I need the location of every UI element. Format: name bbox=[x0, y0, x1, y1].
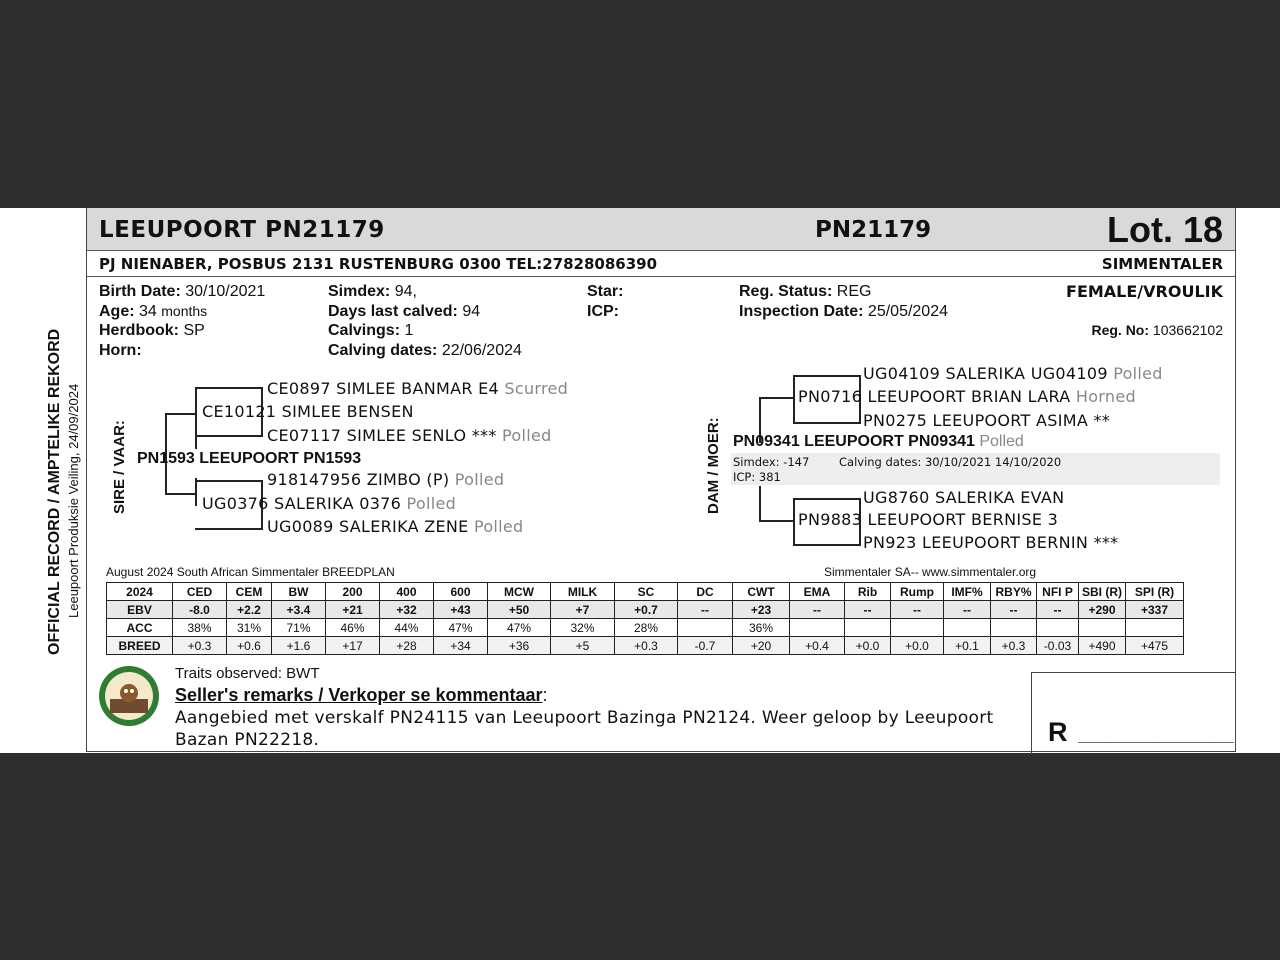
breed-cell: +0.6 bbox=[227, 637, 272, 655]
ebv-cell: +43 bbox=[434, 601, 488, 619]
animal-id: PN21179 bbox=[815, 217, 932, 243]
headers-cell: BW bbox=[272, 583, 326, 601]
dam-details bbox=[731, 453, 1220, 485]
owner-bar bbox=[87, 251, 1235, 277]
ebv-cell: -- bbox=[944, 601, 991, 619]
sss-horn: Scurred bbox=[504, 379, 569, 398]
headers-cell: CED bbox=[173, 583, 227, 601]
ebv-header-row bbox=[107, 583, 1184, 601]
remarks-line-1: Aangebied met verskalf PN24115 van Leeupoort Bazinga PN2124. Weer geloop by Leeupoort bbox=[175, 708, 994, 728]
ebv-cell: +290 bbox=[1079, 601, 1126, 619]
horn-label: Horn: bbox=[99, 341, 142, 359]
herdbook-label: Herdbook: bbox=[99, 322, 179, 339]
herdbook: SP bbox=[183, 322, 205, 339]
sdd-horn: Polled bbox=[473, 517, 524, 536]
acc-cell: 46% bbox=[326, 619, 380, 637]
info-col-2 bbox=[328, 282, 522, 360]
official-record-label: OFFICIAL RECORD / AMPTELIKE REKORD bbox=[46, 328, 63, 655]
ds-horn: Horned bbox=[1075, 387, 1136, 406]
sire-dam-sire bbox=[267, 470, 504, 489]
headers-cell: IMF% bbox=[944, 583, 991, 601]
dam-simdex: Simdex: -147 bbox=[733, 455, 810, 469]
lot-card bbox=[86, 208, 1236, 752]
breedplan-table bbox=[106, 582, 1184, 655]
acc-cell: ACC bbox=[107, 619, 173, 637]
dam-label: DAM / MOER: bbox=[705, 417, 722, 514]
dam-calving: Calving dates: 30/10/2021 14/10/2020 bbox=[839, 455, 1062, 469]
remarks-title-row: Seller's remarks / Verkoper se kommentaar: bbox=[175, 685, 548, 705]
owner: PJ NIENABER, POSBUS 2131 RUSTENBURG 0300 TEL:27828086390 bbox=[99, 255, 658, 273]
birth-date: 30/10/2021 bbox=[185, 283, 266, 300]
breed-cell: +28 bbox=[380, 637, 434, 655]
dss-name: UG04109 SALERIKA UG04109 bbox=[863, 364, 1108, 383]
ebv-cell: +3.4 bbox=[272, 601, 326, 619]
ebv-cell: +0.7 bbox=[615, 601, 678, 619]
calvings: 1 bbox=[404, 322, 414, 339]
acc-cell: 47% bbox=[434, 619, 488, 637]
dam-sire bbox=[798, 387, 1136, 406]
sss-name: CE0897 SIMLEE BANMAR E4 bbox=[267, 379, 500, 398]
breed-cell: +475 bbox=[1126, 637, 1184, 655]
headers-cell: 2024 bbox=[107, 583, 173, 601]
animal-name: LEEUPOORT PN21179 bbox=[99, 217, 385, 243]
acc-cell bbox=[790, 619, 845, 637]
breedplan-caption: August 2024 South African Simmentaler BREEDPLAN bbox=[106, 565, 395, 579]
info-col-4 bbox=[739, 282, 948, 321]
catalogue-page bbox=[0, 208, 1280, 753]
dam-name-row bbox=[733, 433, 1024, 451]
dam-dam: PN9883 LEEUPOORT BERNISE 3 bbox=[798, 510, 1059, 529]
info-col-1 bbox=[99, 282, 265, 360]
breed-cell: +0.3 bbox=[615, 637, 678, 655]
dam-horn: Polled bbox=[979, 433, 1024, 450]
ebv-cell: -- bbox=[991, 601, 1037, 619]
ebv-cell: -- bbox=[845, 601, 891, 619]
remarks-line-2: Bazan PN22218. bbox=[175, 730, 320, 750]
traits-observed: Traits observed: BWT bbox=[175, 665, 320, 682]
headers-cell: SPI (R) bbox=[1126, 583, 1184, 601]
acc-cell: 44% bbox=[380, 619, 434, 637]
info-col-3 bbox=[587, 282, 623, 321]
simdex: 94, bbox=[394, 283, 417, 300]
headers-cell: DC bbox=[678, 583, 733, 601]
reg-status-label: Reg. Status: bbox=[739, 283, 833, 300]
ebv-row bbox=[107, 601, 1184, 619]
dam-dam-dam: PN923 LEEUPOORT BERNIN *** bbox=[863, 533, 1119, 552]
acc-cell bbox=[845, 619, 891, 637]
icp-label: ICP: bbox=[587, 302, 619, 320]
acc-cell bbox=[678, 619, 733, 637]
headers-cell: CEM bbox=[227, 583, 272, 601]
inspection-date: 25/05/2024 bbox=[867, 302, 948, 320]
breed-cell: +0.4 bbox=[790, 637, 845, 655]
dam-icp: ICP: 381 bbox=[733, 470, 781, 484]
acc-cell bbox=[991, 619, 1037, 637]
acc-cell bbox=[1079, 619, 1126, 637]
calving-dates-label: Calving dates: bbox=[328, 341, 438, 359]
remarks-title: Seller's remarks / Verkoper se kommentaar bbox=[175, 685, 543, 705]
ebv-cell: +50 bbox=[488, 601, 551, 619]
headers-cell: Rib bbox=[845, 583, 891, 601]
ebv-cell: +7 bbox=[551, 601, 615, 619]
breed-cell: +1.6 bbox=[272, 637, 326, 655]
sdd-name: UG0089 SALERIKA ZENE bbox=[267, 517, 469, 536]
headers-cell: NFI P bbox=[1037, 583, 1079, 601]
source-label: Leeupoort Produksie Veiling, 24/09/2024 bbox=[66, 383, 81, 618]
acc-cell: 38% bbox=[173, 619, 227, 637]
breed-cell: +0.1 bbox=[944, 637, 991, 655]
reg-status: REG bbox=[836, 283, 872, 300]
acc-cell: 71% bbox=[272, 619, 326, 637]
breed-cell: +0.3 bbox=[991, 637, 1037, 655]
sire-sire-sire bbox=[267, 379, 568, 398]
sire-dam-dam bbox=[267, 517, 524, 536]
calvings-label: Calvings: bbox=[328, 322, 401, 339]
age-unit: months bbox=[161, 302, 208, 319]
breed-cell: +490 bbox=[1079, 637, 1126, 655]
sire-sire-dam bbox=[267, 426, 552, 445]
dss-horn: Polled bbox=[1113, 364, 1163, 383]
reg-no-value: 103662102 bbox=[1152, 322, 1223, 338]
star-label: Star: bbox=[587, 283, 624, 300]
breed-cell: +5 bbox=[551, 637, 615, 655]
ds-name: PN0716 LEEUPOORT BRIAN LARA bbox=[798, 387, 1071, 406]
ebv-cell: +32 bbox=[380, 601, 434, 619]
breed-cell: -0.03 bbox=[1037, 637, 1079, 655]
ebv-cell: -- bbox=[891, 601, 944, 619]
dam-sire-sire bbox=[863, 364, 1163, 383]
headers-cell: RBY% bbox=[991, 583, 1037, 601]
ebv-cell: +337 bbox=[1126, 601, 1184, 619]
headers-cell: EMA bbox=[790, 583, 845, 601]
sire-label: SIRE / VAAR: bbox=[111, 420, 128, 514]
sire-dam bbox=[202, 494, 456, 513]
dam-dam-sire: UG8760 SALERIKA EVAN bbox=[863, 488, 1065, 507]
breed-cell: BREED bbox=[107, 637, 173, 655]
sd-horn: Polled bbox=[406, 494, 457, 513]
reg-no bbox=[1091, 322, 1223, 338]
breed-cell: -0.7 bbox=[678, 637, 733, 655]
price-box bbox=[1031, 672, 1236, 754]
title-bar bbox=[87, 208, 1235, 251]
headers-cell: 200 bbox=[326, 583, 380, 601]
ebv-cell: -8.0 bbox=[173, 601, 227, 619]
headers-cell: 400 bbox=[380, 583, 434, 601]
breed-cell: +0.0 bbox=[891, 637, 944, 655]
age: 34 bbox=[139, 302, 157, 320]
acc-cell: 36% bbox=[733, 619, 790, 637]
calving-dates: 22/06/2024 bbox=[441, 341, 522, 359]
headers-cell: MILK bbox=[551, 583, 615, 601]
acc-cell: 31% bbox=[227, 619, 272, 637]
ebv-cell: +2.2 bbox=[227, 601, 272, 619]
lot-number: Lot. 18 bbox=[1106, 209, 1223, 250]
breed-row bbox=[107, 637, 1184, 655]
days-label: Days last calved: bbox=[328, 302, 458, 320]
ebv-cell: -- bbox=[678, 601, 733, 619]
breedplan-site: Simmentaler SA-- www.simmentaler.org bbox=[824, 565, 1037, 579]
simmentaler-logo bbox=[98, 665, 160, 727]
ebv-cell: +21 bbox=[326, 601, 380, 619]
headers-cell: MCW bbox=[488, 583, 551, 601]
acc-cell bbox=[1037, 619, 1079, 637]
age-label: Age: bbox=[99, 302, 135, 320]
simdex-label: Simdex: bbox=[328, 283, 391, 300]
sds-horn: Polled bbox=[454, 470, 505, 489]
price-label: R bbox=[1048, 717, 1068, 747]
ebv-cell: -- bbox=[1037, 601, 1079, 619]
ssd-name: CE07117 SIMLEE SENLO *** bbox=[267, 426, 497, 445]
days-last-calved: 94 bbox=[462, 302, 481, 320]
headers-cell: SC bbox=[615, 583, 678, 601]
acc-cell: 32% bbox=[551, 619, 615, 637]
sd-name: UG0376 SALERIKA 0376 bbox=[202, 494, 402, 513]
acc-cell bbox=[1126, 619, 1184, 637]
breed-cell: +20 bbox=[733, 637, 790, 655]
headers-cell: 600 bbox=[434, 583, 488, 601]
headers-cell: CWT bbox=[733, 583, 790, 601]
acc-cell: 28% bbox=[615, 619, 678, 637]
price-line[interactable]: ____________________ bbox=[1078, 725, 1233, 743]
ebv-cell: -- bbox=[790, 601, 845, 619]
acc-cell: 47% bbox=[488, 619, 551, 637]
ebv-cell: EBV bbox=[107, 601, 173, 619]
breed-cell: +0.0 bbox=[845, 637, 891, 655]
breed-cell: +36 bbox=[488, 637, 551, 655]
sire-sire: CE10121 SIMLEE BENSEN bbox=[202, 402, 414, 421]
breed-cell: +34 bbox=[434, 637, 488, 655]
dam-sire-dam: PN0275 LEEUPOORT ASIMA ** bbox=[863, 411, 1111, 430]
headers-cell: Rump bbox=[891, 583, 944, 601]
sds-name: 918147956 ZIMBO (P) bbox=[267, 470, 450, 489]
acc-cell bbox=[944, 619, 991, 637]
sire-name: PN1593 LEEUPOORT PN1593 bbox=[137, 450, 362, 467]
birth-label: Birth Date: bbox=[99, 283, 181, 300]
acc-cell bbox=[891, 619, 944, 637]
sex: FEMALE/VROULIK bbox=[1066, 282, 1223, 301]
ebv-cell: +23 bbox=[733, 601, 790, 619]
inspection-label: Inspection Date: bbox=[739, 302, 864, 320]
ssd-horn: Polled bbox=[502, 426, 552, 445]
breed-cell: +17 bbox=[326, 637, 380, 655]
dam-name: PN09341 LEEUPOORT PN09341 bbox=[733, 433, 975, 450]
breed-cell: +0.3 bbox=[173, 637, 227, 655]
breed: SIMMENTALER bbox=[1101, 255, 1223, 273]
reg-no-label: Reg. No: bbox=[1091, 322, 1150, 338]
headers-cell: SBI (R) bbox=[1079, 583, 1126, 601]
acc-row bbox=[107, 619, 1184, 637]
